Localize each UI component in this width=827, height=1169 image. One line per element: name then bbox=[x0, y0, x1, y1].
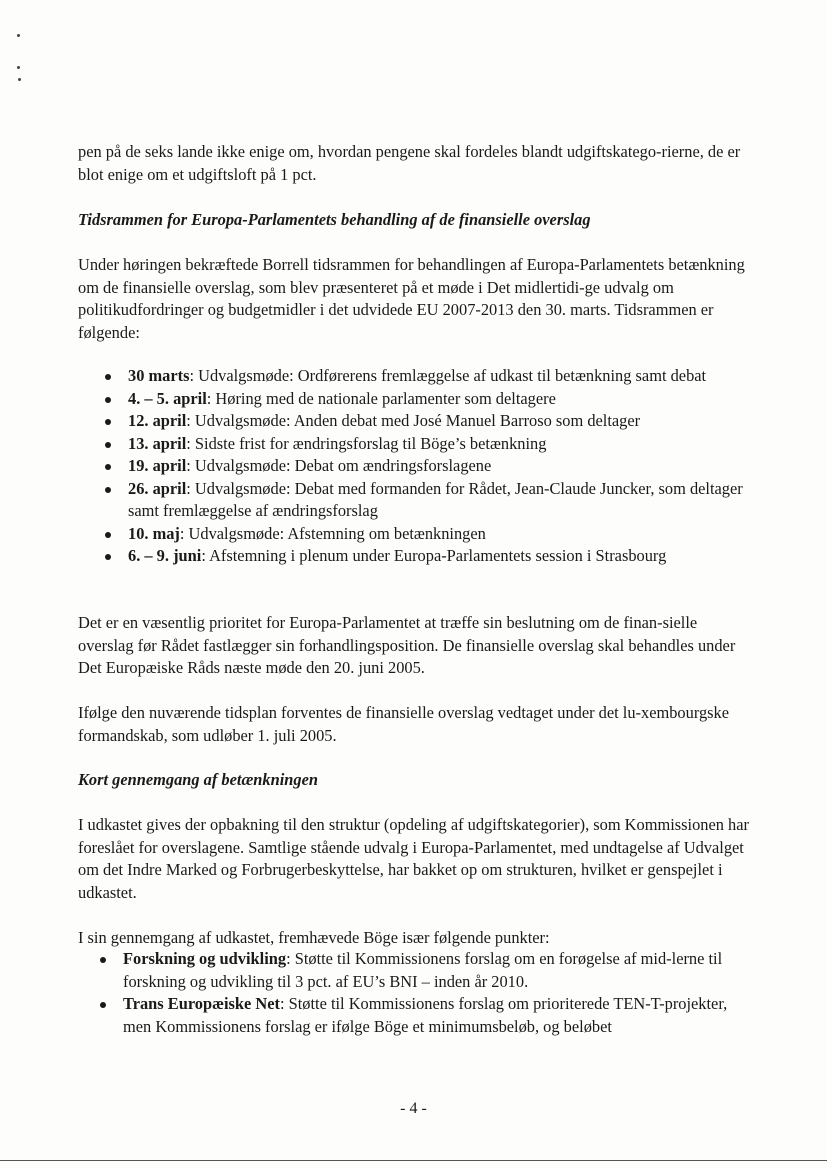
priority-paragraph: Det er en væsentlig prioritet for Europa-Parlamentet at træffe sin beslutning om de finan-sielle overslag før Rådet fastlægger sin forhandlingsposition. De finansielle overslag skal behandles under Det Europæiske Råds næste møde den 20. juni 2005. bbox=[78, 613, 736, 677]
timeline-text: : Udvalgsmøde: Ordførerens fremlæggelse af udkast til betænkning samt debat bbox=[189, 366, 707, 385]
timeline-list bbox=[103, 365, 743, 568]
list-item bbox=[103, 388, 743, 411]
scan-speck bbox=[18, 78, 21, 81]
timeline-text: : Udvalgsmøde: Debat med formanden for Rådet, Jean-Claude Juncker, som deltager samt fremlæggelse af ændringsforslag bbox=[128, 478, 743, 520]
list-item bbox=[98, 993, 746, 1038]
points-intro-paragraph: I sin gennemgang af udkastet, fremhævede Böge især følgende punkter: bbox=[78, 928, 550, 947]
list-item bbox=[103, 478, 743, 523]
scan-speck bbox=[17, 34, 20, 37]
list-item bbox=[103, 545, 743, 568]
timeline-date: 19. april bbox=[128, 456, 187, 475]
timeline-intro-paragraph: Under høringen bekræftede Borrell tidsrammen for behandlingen af Europa-Parlamentets betænkning om de finansielle overslag, som blev præsenteret på et møde i Det midlertidi-ge udvalg om politikudfordringer og budgetmidler i det udvidede EU 2007-2013 den 30. marts. Tidsrammen er følgende: bbox=[78, 255, 745, 342]
section-heading-timeline: Tidsrammen for Europa-Parlamentets behandling af de finansielle overslag bbox=[78, 210, 591, 229]
timeline-text: : Høring med de nationale parlamenter som deltagere bbox=[206, 388, 556, 408]
timeline-text: : Udvalgsmøde: Anden debat med José Manuel Barroso som deltager bbox=[186, 411, 641, 430]
list-item bbox=[103, 523, 743, 546]
list-item bbox=[103, 365, 743, 388]
timeline-text: : Udvalgsmøde: Afstemning om betænkningen bbox=[179, 523, 486, 543]
timeline-date: 4. – 5. april bbox=[128, 388, 207, 408]
intro-paragraph: pen på de seks lande ikke enige om, hvordan pengene skal fordeles blandt udgiftskatego-rierne, de er blot enige om et udgiftsloft på 1 pct. bbox=[78, 142, 741, 184]
point-title: Forskning og udvikling bbox=[123, 949, 287, 968]
timeline-text: : Afstemning i plenum under Europa-Parlamentets session i Strasbourg bbox=[201, 546, 667, 565]
schedule-paragraph: Ifølge den nuværende tidsplan forventes de finansielle overslag vedtaget under det lu-xembourgske formandskab, som udløber 1. juli 2005. bbox=[78, 703, 730, 745]
footer-rule bbox=[0, 1160, 827, 1161]
scan-speck bbox=[17, 66, 20, 69]
list-item bbox=[98, 948, 746, 993]
timeline-date: 12. april bbox=[128, 411, 187, 430]
list-item bbox=[103, 410, 743, 433]
points-list bbox=[98, 948, 746, 1038]
point-title: Trans Europæiske Net bbox=[123, 994, 280, 1013]
page-number: - 4 - bbox=[400, 1100, 427, 1117]
timeline-date: 26. april bbox=[128, 478, 187, 498]
list-item bbox=[103, 455, 743, 478]
timeline-date: 10. maj bbox=[128, 523, 180, 543]
list-item bbox=[103, 433, 743, 456]
timeline-text: : Sidste frist for ændringsforslag til Böge’s betænkning bbox=[186, 433, 547, 453]
review-paragraph: I udkastet gives der opbakning til den struktur (opdeling af udgiftskategorier), som Kommissionen har foreslået for overslagene. Samtlige stående udvalg i Europa-Parlamentet, med undtagelse af Udvalget om det Indre Marked og Forbrugerbeskyttelse, har bakket op om strukturen, hvilket er genspejlet i udkastet. bbox=[78, 815, 749, 902]
timeline-text: : Udvalgsmøde: Debat om ændringsforslagene bbox=[186, 456, 492, 475]
point-text: : Støtte til Kommissionens forslag om en forøgelse af mid-lerne til forskning og udvikling til 3 pct. af EU’s BNI – inden år 2010. bbox=[123, 949, 723, 991]
section-heading-review: Kort gennemgang af betænkningen bbox=[78, 770, 318, 789]
timeline-date: 13. april bbox=[128, 433, 187, 453]
timeline-date: 6. – 9. juni bbox=[128, 546, 202, 565]
point-text: : Støtte til Kommissionens forslag om prioriterede TEN-T-projekter, men Kommissionens forslag er ifølge Böge et minimumsbeløb, og beløbet bbox=[123, 994, 728, 1036]
timeline-date: 30 marts bbox=[128, 366, 190, 385]
